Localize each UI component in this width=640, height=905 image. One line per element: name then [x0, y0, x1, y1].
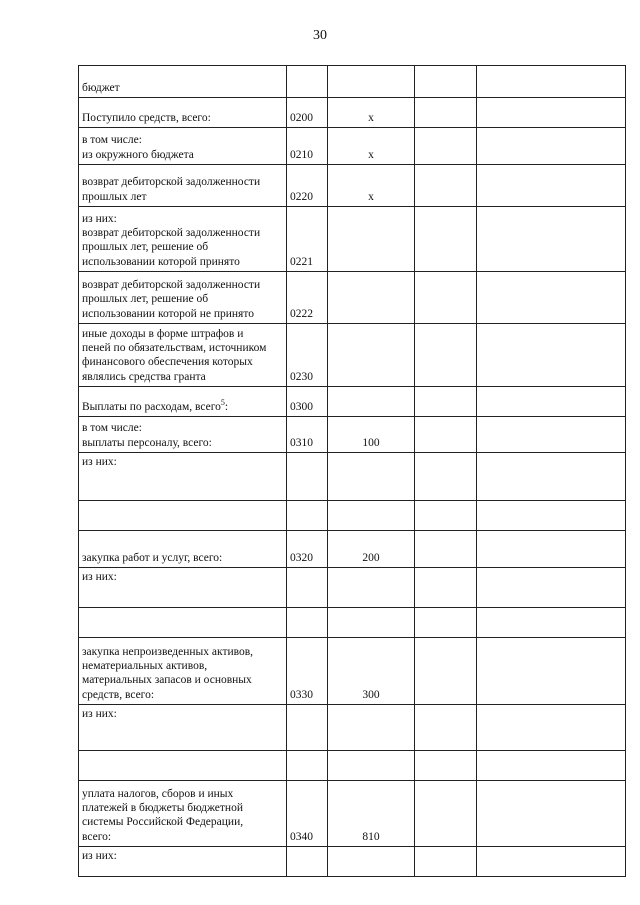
row-value-1[interactable] — [415, 417, 477, 453]
row-value-1[interactable] — [415, 531, 477, 568]
row-value-2[interactable] — [477, 568, 626, 608]
description-line: Поступило средств, всего: — [82, 111, 211, 124]
row-kbk — [328, 568, 415, 608]
row-kbk — [328, 751, 415, 781]
page-number: 30 — [313, 28, 327, 43]
row-description — [79, 501, 287, 531]
row-description — [79, 453, 287, 501]
table-row — [79, 847, 626, 877]
description-line: всего: — [82, 830, 112, 843]
row-value-1[interactable] — [415, 608, 477, 638]
row-value-2[interactable] — [477, 128, 626, 165]
row-code: 0222 — [287, 272, 328, 324]
row-code: 0221 — [287, 207, 328, 272]
description-line: прошлых лет, решение об — [82, 241, 209, 254]
description-line: являлись средства гранта — [82, 370, 206, 383]
table-row — [79, 128, 626, 165]
description-line: выплаты персоналу, всего: — [82, 436, 212, 449]
row-description — [79, 751, 287, 781]
row-value-2[interactable] — [477, 781, 626, 847]
row-kbk — [328, 501, 415, 531]
row-description — [79, 165, 287, 207]
table-row — [79, 531, 626, 568]
description-line: иные доходы в форме штрафов и — [82, 327, 244, 340]
row-value-1[interactable] — [415, 272, 477, 324]
row-kbk — [328, 705, 415, 751]
row-kbk: 300 — [328, 638, 415, 705]
row-value-1[interactable] — [415, 453, 477, 501]
description-line: из окружного бюджета — [82, 148, 194, 161]
row-kbk: x — [328, 98, 415, 128]
row-value-1[interactable] — [415, 751, 477, 781]
description-line: системы Российской Федерации, — [82, 816, 244, 829]
description-line: из них: — [82, 850, 117, 862]
row-description — [79, 608, 287, 638]
row-code — [287, 66, 328, 98]
row-description — [79, 568, 287, 608]
row-description — [79, 324, 287, 387]
table-row — [79, 66, 626, 98]
row-kbk — [328, 272, 415, 324]
row-code — [287, 751, 328, 781]
row-value-2[interactable] — [477, 608, 626, 638]
table-row — [79, 568, 626, 608]
table-row — [79, 165, 626, 207]
description-line: возврат дебиторской задолженности — [82, 226, 261, 239]
row-value-2[interactable] — [477, 847, 626, 877]
table-row — [79, 272, 626, 324]
row-description — [79, 387, 287, 417]
row-value-1[interactable] — [415, 128, 477, 165]
description-line: из них: — [82, 212, 117, 225]
row-value-1[interactable] — [415, 387, 477, 417]
row-value-2[interactable] — [477, 98, 626, 128]
row-value-2[interactable] — [477, 638, 626, 705]
description-line: в том числе: — [82, 134, 142, 147]
row-description — [79, 705, 287, 751]
description-line: из них: — [82, 456, 117, 468]
description-line: в том числе: — [82, 422, 142, 435]
row-description — [79, 847, 287, 877]
row-code: 0210 — [287, 128, 328, 165]
description-line: финансового обеспечения которых — [82, 356, 253, 369]
row-kbk: x — [328, 165, 415, 207]
table-row — [79, 501, 626, 531]
table-row — [79, 705, 626, 751]
row-kbk — [328, 66, 415, 98]
row-description — [79, 638, 287, 705]
table-row — [79, 751, 626, 781]
row-value-2[interactable] — [477, 324, 626, 387]
report-table-body — [79, 66, 626, 877]
description-line: возврат дебиторской задолженности — [82, 278, 261, 291]
row-value-1[interactable] — [415, 781, 477, 847]
description-line: использовании которой принято — [82, 255, 240, 268]
description-line: Выплаты по расходам, всего$^5$: — [82, 397, 229, 413]
description-line: средств, всего: — [82, 688, 155, 701]
row-kbk — [328, 324, 415, 387]
row-value-1[interactable] — [415, 98, 477, 128]
row-description — [79, 98, 287, 128]
row-kbk: 100 — [328, 417, 415, 453]
description-line: из них: — [82, 708, 117, 720]
row-value-2[interactable] — [477, 705, 626, 751]
description-line: возврат дебиторской задолженности — [82, 176, 261, 189]
row-code — [287, 568, 328, 608]
description-line: уплата налогов, сборов и иных — [82, 787, 234, 800]
row-code: 0330 — [287, 638, 328, 705]
row-value-1[interactable] — [415, 568, 477, 608]
row-code: 0230 — [287, 324, 328, 387]
row-code: 0320 — [287, 531, 328, 568]
table-row — [79, 638, 626, 705]
row-description — [79, 781, 287, 847]
row-value-2[interactable] — [477, 417, 626, 453]
row-kbk: x — [328, 128, 415, 165]
description-line: закупка работ и услуг, всего: — [82, 551, 223, 564]
row-kbk — [328, 207, 415, 272]
row-value-2[interactable] — [477, 66, 626, 98]
row-value-2[interactable] — [477, 207, 626, 272]
row-value-1[interactable] — [415, 847, 477, 877]
table-row — [79, 417, 626, 453]
row-description — [79, 128, 287, 165]
row-kbk — [328, 847, 415, 877]
row-value-2[interactable] — [477, 165, 626, 207]
row-description — [79, 272, 287, 324]
description-line: использовании которой не принято — [82, 307, 254, 320]
row-value-1[interactable] — [415, 66, 477, 98]
row-code — [287, 705, 328, 751]
row-code — [287, 608, 328, 638]
row-kbk: 200 — [328, 531, 415, 568]
row-code — [287, 453, 328, 501]
row-value-2[interactable] — [477, 751, 626, 781]
row-value-1[interactable] — [415, 705, 477, 751]
row-code — [287, 847, 328, 877]
description-line: закупка непроизведенных активов, — [82, 645, 254, 658]
row-description — [79, 66, 287, 98]
row-code — [287, 501, 328, 531]
description-line: материальных запасов и основных — [82, 674, 252, 687]
row-description — [79, 531, 287, 568]
row-kbk — [328, 608, 415, 638]
row-value-1[interactable] — [415, 324, 477, 387]
table-row — [79, 453, 626, 501]
description-line: бюджет — [82, 81, 120, 94]
description-suffix: : — [224, 400, 229, 413]
description-line: пеней по обязательствам, источником — [82, 341, 267, 354]
row-value-1[interactable] — [415, 165, 477, 207]
footnote-marker: 5 — [220, 397, 225, 407]
description-line: прошлых лет, решение об — [82, 293, 209, 306]
table-row — [79, 324, 626, 387]
row-value-1[interactable] — [415, 638, 477, 705]
row-description — [79, 417, 287, 453]
row-value-1[interactable] — [415, 501, 477, 531]
table-row — [79, 608, 626, 638]
row-code: 0310 — [287, 417, 328, 453]
row-value-2[interactable] — [477, 272, 626, 324]
table-row — [79, 387, 626, 417]
row-code: 0340 — [287, 781, 328, 847]
row-kbk: 810 — [328, 781, 415, 847]
row-value-1[interactable] — [415, 207, 477, 272]
description-line: прошлых лет — [82, 190, 147, 203]
description-line: нематериальных активов, — [82, 659, 208, 672]
description-line: платежей в бюджеты бюджетной — [82, 801, 243, 814]
row-code: 0220 — [287, 165, 328, 207]
description-line: из них: — [82, 571, 117, 583]
row-description — [79, 207, 287, 272]
row-value-2[interactable] — [477, 387, 626, 417]
table-row — [79, 207, 626, 272]
row-value-2[interactable] — [477, 531, 626, 568]
table-row — [79, 98, 626, 128]
report-table — [78, 65, 626, 877]
row-code: 0300 — [287, 387, 328, 417]
row-value-2[interactable] — [477, 453, 626, 501]
row-value-2[interactable] — [477, 501, 626, 531]
row-kbk — [328, 453, 415, 501]
row-kbk — [328, 387, 415, 417]
table-row — [79, 781, 626, 847]
row-code: 0200 — [287, 98, 328, 128]
